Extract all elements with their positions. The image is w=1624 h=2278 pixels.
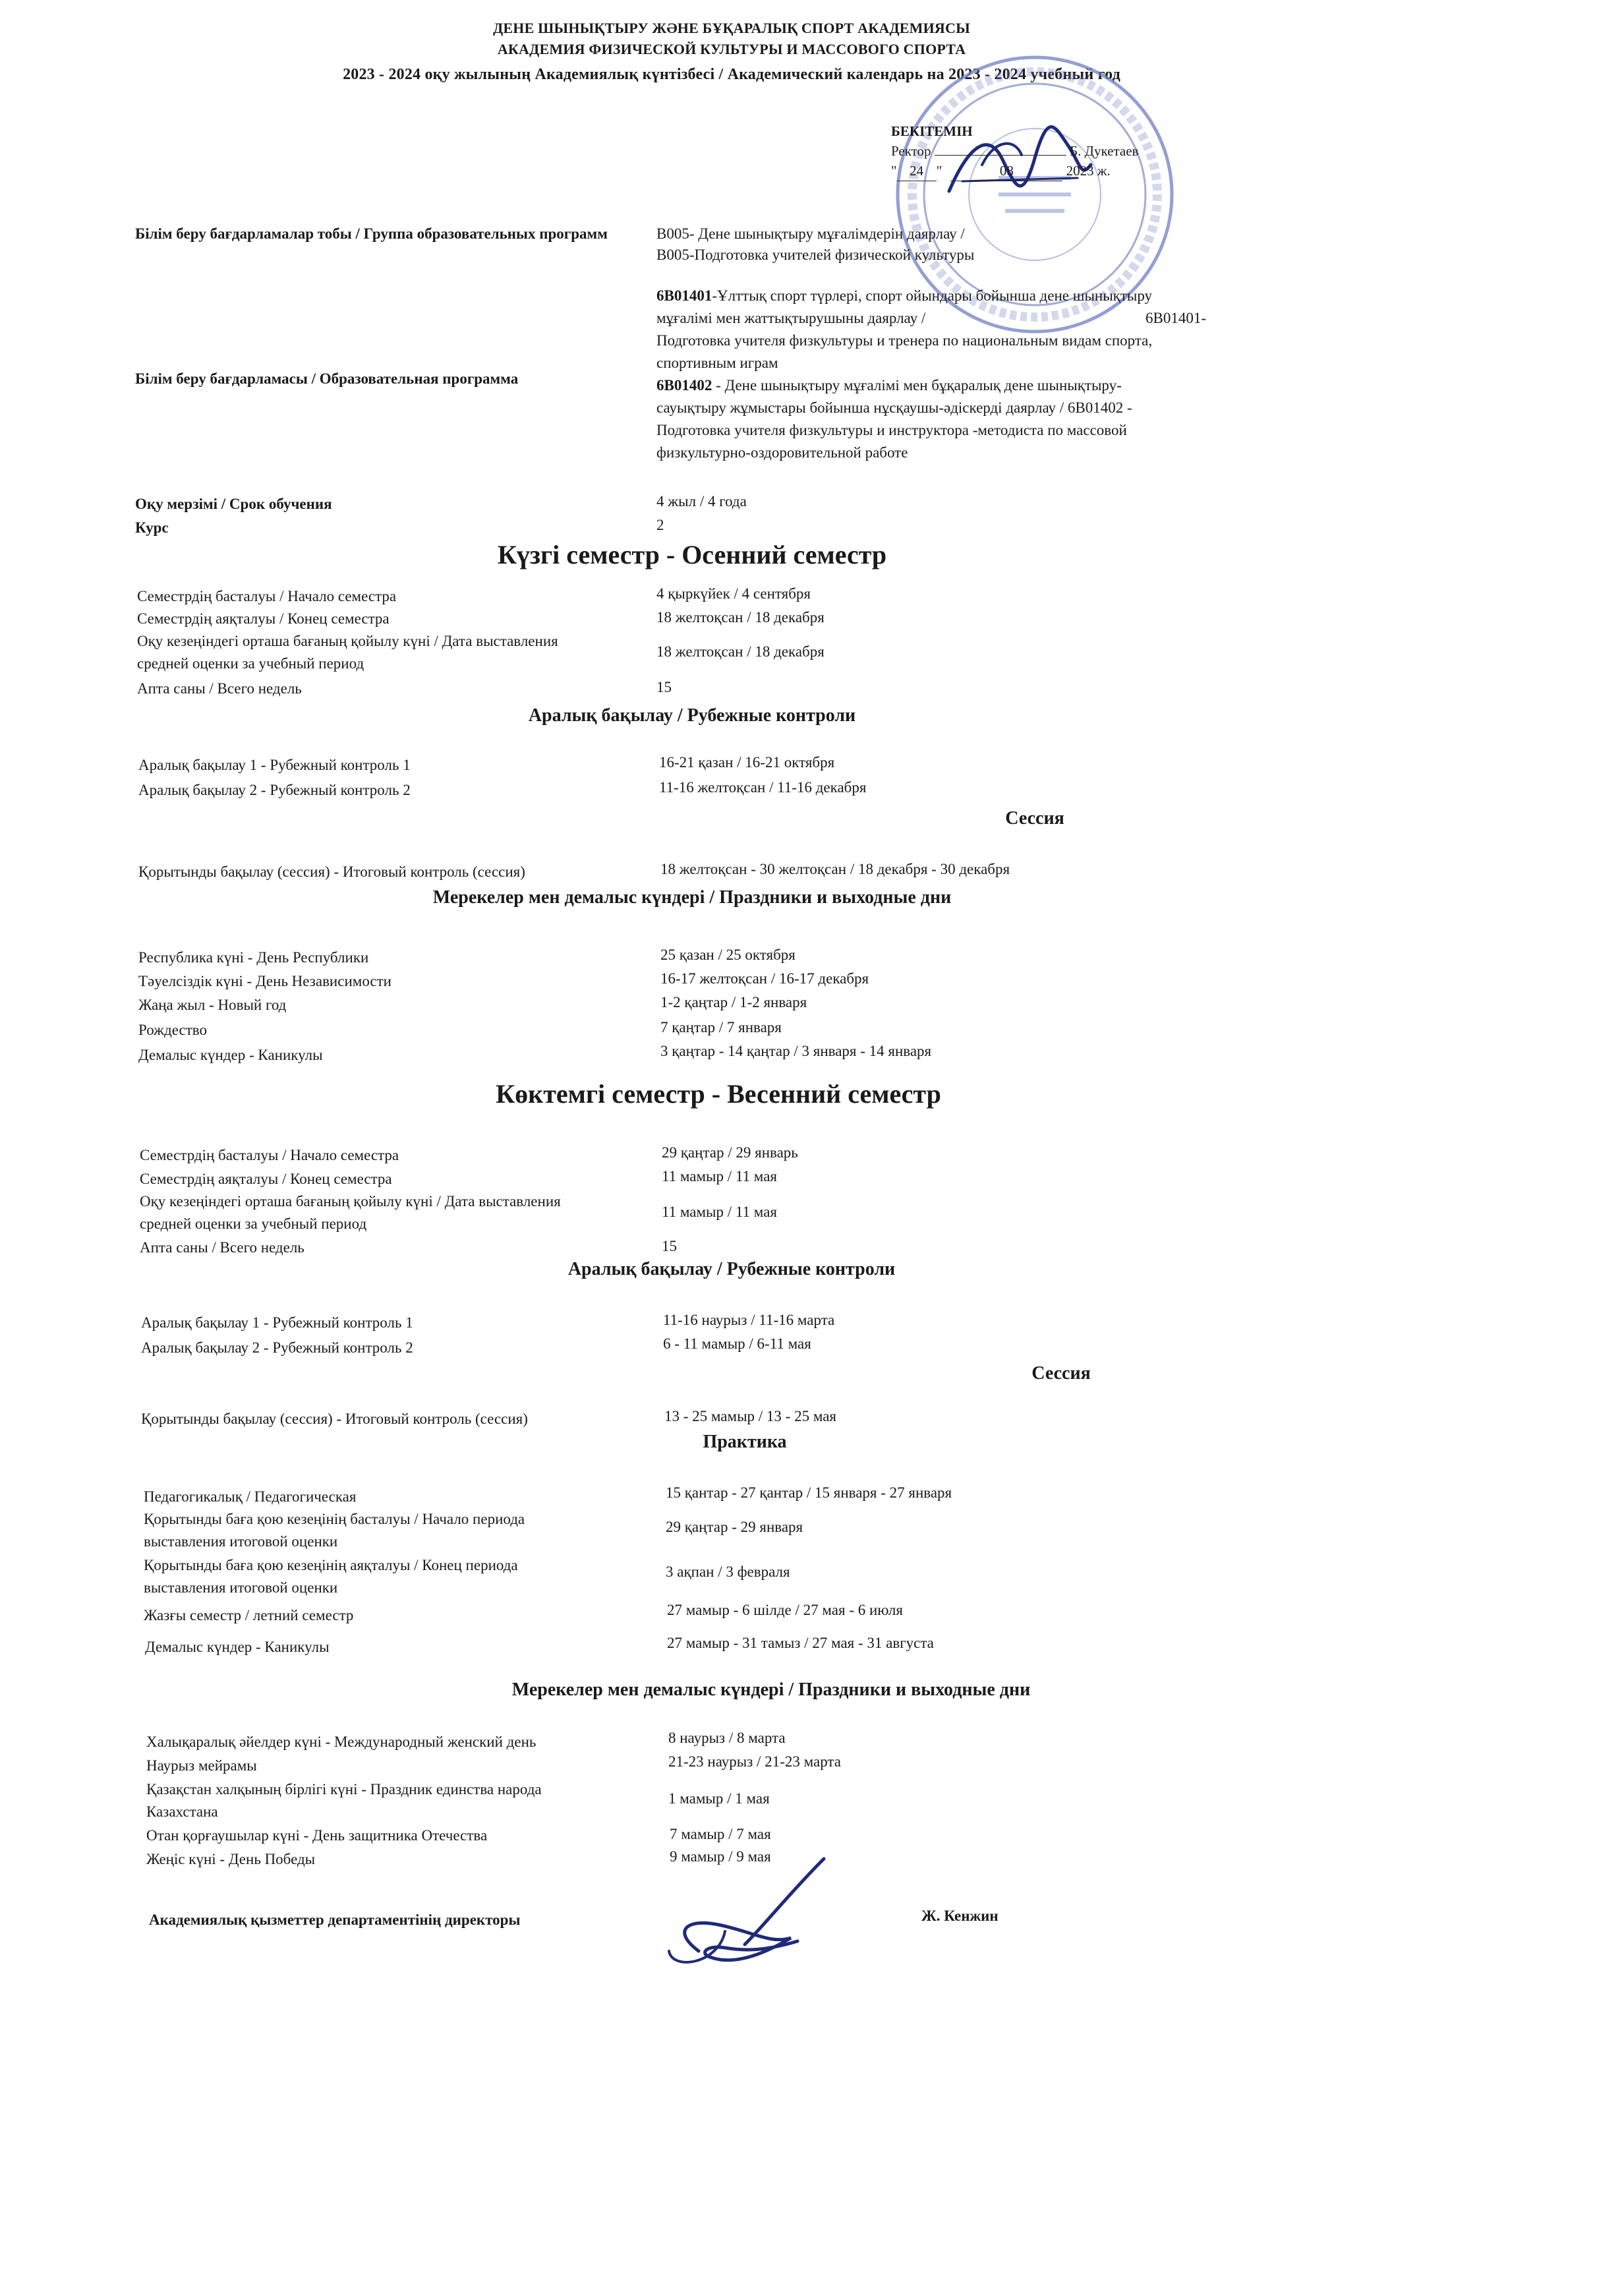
practice-4-label: Жазғы семестр / летний семестр — [144, 1607, 354, 1623]
practice-title: Практика — [703, 1432, 787, 1452]
academy-name-ru: АКАДЕМИЯ ФИЗИЧЕСКОЙ КУЛЬТУРЫ И МАССОВОГО СПОРТА — [497, 41, 966, 57]
autumn-end-label: Семестрдің аяқталуы / Конец семестра — [137, 610, 390, 627]
spring-holiday-5-value: 9 мамыр / 9 мая — [670, 1848, 771, 1865]
spring-midterm-2-value: 6 - 11 мамыр / 6-11 мая — [663, 1335, 811, 1352]
autumn-avg-label-b: средней оценки за учебный период — [137, 655, 364, 672]
approval-title: БЕКІТЕМІН — [891, 123, 973, 139]
autumn-holiday-1-label: Республика күні - День Республики — [138, 949, 369, 966]
practice-3-value: 3 ақпан / 3 февраля — [666, 1563, 790, 1580]
autumn-midterm-1-value: 16-21 қазан / 16-21 октября — [659, 754, 835, 771]
program-group-label: Білім беру бағдарламалар тобы / Группа образовательных программ — [135, 225, 608, 242]
spring-end-value: 11 мамыр / 11 мая — [662, 1168, 777, 1184]
approval-name: Б. Дукетаев — [1070, 143, 1139, 159]
practice-3-label-a: Қорытынды баға қою кезеңінің аяқталуы / Конец периода — [144, 1557, 518, 1573]
approval-role: Ректор — [891, 143, 931, 159]
calendar-title: 2023 - 2024 оқу жылының Академиялық күнтізбесі / Академический календарь на 2023 - 2024 учебный год — [343, 66, 1120, 83]
program-2-code: 6В01402 — [656, 377, 712, 394]
spring-holidays-title: Мерекелер мен демалыс күндері / Праздники и выходные дни — [511, 1679, 1031, 1700]
director-signature — [659, 1852, 857, 1984]
autumn-holiday-1-value: 25 қазан / 25 октября — [660, 947, 796, 963]
autumn-holiday-3-label: Жаңа жыл - Новый год — [138, 997, 287, 1013]
spring-holiday-3-label-b: Казахстана — [146, 1803, 218, 1820]
spring-holiday-2-value: 21-23 наурыз / 21-23 марта — [668, 1753, 841, 1770]
autumn-midterm-2-value: 11-16 желтоқсан / 11-16 декабря — [659, 779, 867, 796]
duration-label: Оқу мерзімі / Срок обучения — [135, 496, 332, 512]
spring-holiday-3-label-a: Қазақстан халқының бірлігі күні - Праздник единства народа — [146, 1781, 542, 1797]
spring-holiday-4-value: 7 мамыр / 7 мая — [670, 1826, 771, 1842]
spring-weeks-value: 15 — [662, 1238, 677, 1254]
autumn-start-label: Семестрдің басталуы / Начало семестра — [137, 588, 397, 604]
spring-holiday-1-value: 8 наурыз / 8 марта — [668, 1730, 786, 1746]
autumn-midterm-1-label: Аралық бақылау 1 - Рубежный контроль 1 — [138, 757, 411, 773]
approval-month: 08 — [950, 161, 1062, 181]
program-2-line-d: физкультурно-оздоровительной работе — [656, 444, 908, 461]
autumn-holiday-3-value: 1-2 қаңтар / 1-2 января — [660, 994, 807, 1010]
course-label: Курс — [135, 519, 169, 536]
program-1-line-c: Подготовка учителя физкультуры и тренера по национальным видам спорта, — [656, 332, 1153, 349]
course-value: 2 — [656, 517, 664, 533]
practice-1-label: Педагогикалық / Педагогическая — [144, 1488, 357, 1505]
autumn-holiday-5-value: 3 қаңтар - 14 қаңтар / 3 января - 14 января — [660, 1043, 932, 1059]
spring-avg-label-a: Оқу кезеңіндегі орташа бағаның қойылу күні / Дата выставления — [140, 1193, 561, 1210]
approval-year: 2023 ж. — [1066, 163, 1111, 179]
program-1-line-d: спортивным играм — [656, 355, 778, 371]
autumn-holiday-4-label: Рождество — [138, 1022, 207, 1038]
spring-start-value: 29 қаңтар / 29 январь — [662, 1144, 798, 1161]
spring-session-value: 13 - 25 мамыр / 13 - 25 мая — [664, 1408, 837, 1424]
program-1-code: 6В01401 — [656, 287, 712, 304]
practice-2-label-a: Қорытынды баға қою кезеңінің басталуы / Начало периода — [144, 1511, 525, 1527]
program-1-line-b: мұғалімі мен жаттықтырушыны даярлау / — [656, 310, 926, 326]
autumn-holidays-title: Мерекелер мен демалыс күндері / Праздники и выходные дни — [432, 887, 952, 908]
spring-session-title: Сессия — [1031, 1363, 1091, 1384]
spring-semester-title: Көктемгі семестр - Весенний семестр — [496, 1079, 941, 1109]
spring-holiday-3-value: 1 мамыр / 1 мая — [668, 1790, 770, 1807]
autumn-midterm-2-label: Аралық бақылау 2 - Рубежный контроль 2 — [138, 782, 411, 798]
program-label: Білім беру бағдарламасы / Образовательная программа — [135, 370, 519, 387]
spring-avg-label-b: средней оценки за учебный период — [140, 1215, 367, 1232]
approval-block: БЕКІТЕМІН Ректор Б. Дукетаев " 24 " 08 2023 ж. — [891, 121, 1138, 181]
program-group-value-2: В005-Подготовка учителей физической культуры — [656, 247, 975, 263]
practice-1-value: 15 қантар - 27 қантар / 15 января - 27 января — [666, 1484, 952, 1501]
duration-value: 4 жыл / 4 года — [656, 493, 747, 510]
autumn-session-label: Қорытынды бақылау (сессия) - Итоговый контроль (сессия) — [138, 863, 525, 880]
spring-midterm-title: Аралық бақылау / Рубежные контроли — [567, 1259, 896, 1279]
practice-3-label-b: выставления итоговой оценки — [144, 1579, 338, 1596]
practice-2-value: 29 қаңтар - 29 января — [666, 1519, 803, 1535]
spring-midterm-2-label: Аралық бақылау 2 - Рубежный контроль 2 — [141, 1339, 413, 1356]
autumn-holiday-2-value: 16-17 желтоқсан / 16-17 декабря — [660, 970, 869, 987]
spring-avg-value: 11 мамыр / 11 мая — [662, 1204, 777, 1220]
program-2-line-b: сауықтыру жұмыстары бойынша нұсқаушы-әдіскерді даярлау / 6В01402 - — [656, 399, 1132, 416]
practice-4-value: 27 мамыр - 6 шілде / 27 мая - 6 июля — [667, 1602, 903, 1618]
autumn-end-value: 18 желтоқсан / 18 декабря — [656, 609, 825, 626]
approval-day: 24 — [897, 161, 937, 181]
spring-holiday-5-label: Жеңіс күні - День Победы — [146, 1851, 316, 1867]
practice-2-label-b: выставления итоговой оценки — [144, 1533, 338, 1550]
autumn-holiday-5-label: Демалыс күндер - Каникулы — [138, 1047, 323, 1063]
spring-midterm-1-value: 11-16 наурыз / 11-16 марта — [663, 1312, 835, 1328]
autumn-holiday-4-value: 7 қаңтар / 7 января — [660, 1019, 782, 1036]
footer-role: Академиялық қызметтер департаментінің директоры — [149, 1912, 521, 1928]
spring-session-label: Қорытынды бақылау (сессия) - Итоговый контроль (сессия) — [141, 1411, 528, 1427]
autumn-holiday-2-label: Тәуелсіздік күні - День Независимости — [138, 973, 392, 989]
autumn-avg-value: 18 желтоқсан / 18 декабря — [656, 643, 825, 660]
autumn-midterm-title: Аралық бақылау / Рубежные контроли — [528, 705, 856, 726]
autumn-weeks-value: 15 — [656, 679, 672, 695]
practice-5-value: 27 мамыр - 31 тамыз / 27 мая - 31 августа — [667, 1635, 934, 1651]
autumn-avg-label-a: Оқу кезеңіндегі орташа бағаның қойылу күні / Дата выставления — [137, 633, 558, 649]
spring-holiday-1-label: Халықаралық әйелдер күні - Международный женский день — [146, 1734, 536, 1750]
autumn-session-value: 18 желтоқсан - 30 желтоқсан / 18 декабря - 30 декабря — [660, 861, 1010, 877]
spring-midterm-1-label: Аралық бақылау 1 - Рубежный контроль 1 — [141, 1314, 413, 1331]
program-2-line-a: 6В01402 - Дене шынықтыру мұғалімі мен бұқаралық дене шынықтыру- — [656, 377, 1122, 394]
spring-end-label: Семестрдің аяқталуы / Конец семестра — [140, 1171, 392, 1187]
spring-weeks-label: Апта саны / Всего недель — [140, 1239, 304, 1256]
practice-5-label: Демалыс күндер - Каникулы — [145, 1639, 330, 1655]
autumn-semester-title: Күзгі семестр - Осенний семестр — [497, 540, 887, 570]
autumn-session-title: Сессия — [1005, 808, 1064, 829]
footer-name: Ж. Кенжин — [921, 1908, 999, 1924]
program-1-line-a: 6В01401-Ұлттық спорт түрлері, спорт ойындары бойынша дене шынықтыру — [656, 287, 1153, 304]
program-group-value-1: В005- Дене шынықтыру мұғалімдерін даярлау / — [656, 225, 965, 242]
program-2-line-c: Подготовка учителя физкультуры и инструктора -методиста по массовой — [656, 422, 1127, 438]
spring-holiday-4-label: Отан қорғаушылар күні - День защитника Отечества — [146, 1827, 488, 1844]
academy-name-kz: ДЕНЕ ШЫНЫҚТЫРУ ЖӘНЕ БҰҚАРАЛЫҚ СПОРТ АКАДЕМИЯСЫ — [493, 20, 970, 36]
program-1-line-b2: 6В01401- — [1146, 310, 1206, 326]
spring-start-label: Семестрдің басталуы / Начало семестра — [140, 1147, 399, 1163]
autumn-start-value: 4 қыркүйек / 4 сентября — [656, 585, 811, 602]
autumn-weeks-label: Апта саны / Всего недель — [137, 680, 302, 697]
spring-holiday-2-label: Наурыз мейрамы — [146, 1757, 257, 1774]
